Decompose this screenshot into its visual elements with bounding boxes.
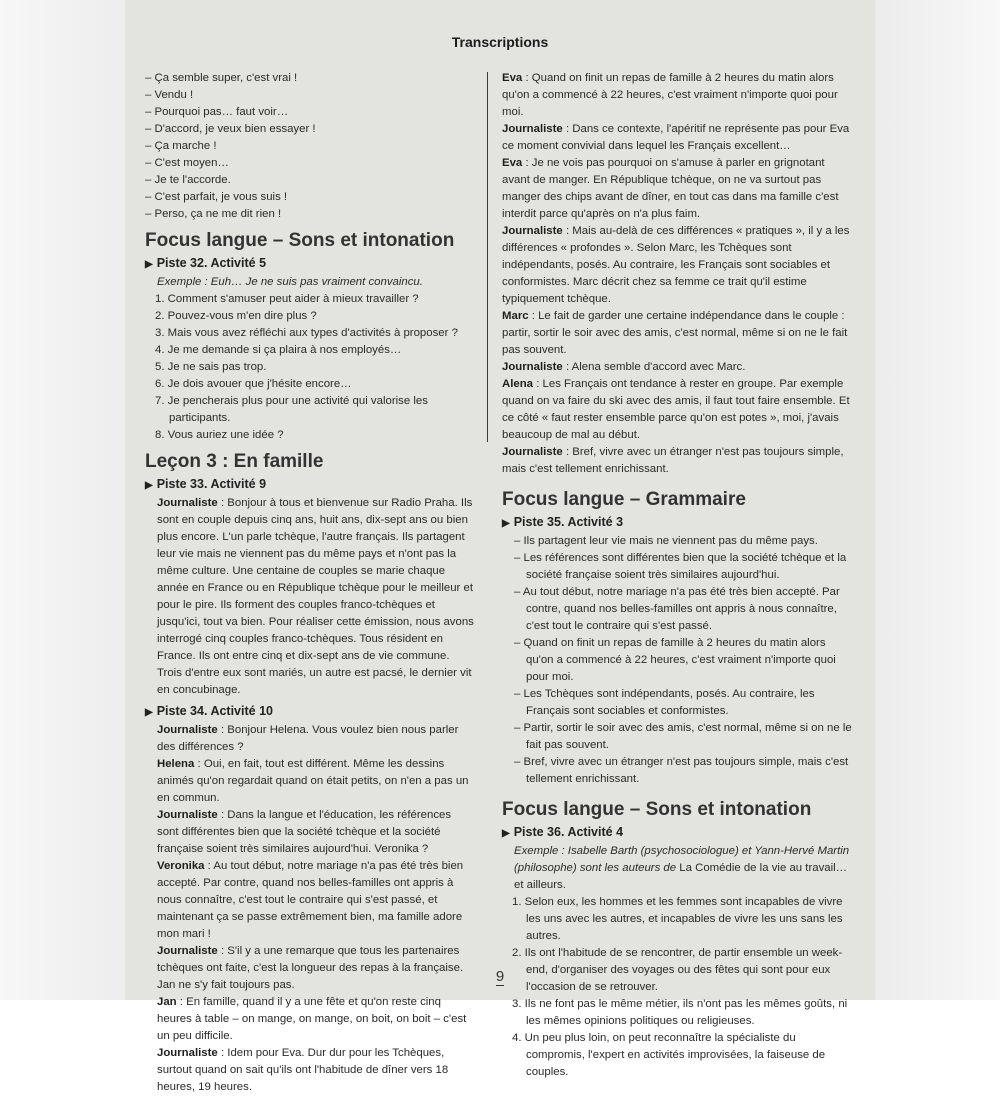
- numbered-item: 2. Ils ont l'habitude de se rencontrer, de partir ensemble un week-end, d'organiser des voyages ou des fêtes qui sont pour eux l'occasion de se retrouver.: [512, 947, 843, 993]
- list-item: – Au tout début, notre mariage n'a pas été très bien accepté. Par contre, quand nos belles-familles ont appris à nous connaître, c'est tout le contraire qui s'est passé.: [514, 586, 840, 632]
- list-item: – Je te l'accorde.: [145, 174, 231, 186]
- lesson-heading: Leçon 3 : En famille: [145, 451, 324, 472]
- speaker-name: Jan: [157, 996, 177, 1008]
- speaker-name: Journaliste: [157, 724, 218, 736]
- list-item: – Ça semble super, c'est vrai !: [145, 72, 298, 84]
- speech-text: : Au tout début, notre mariage n'a pas été très bien accepté. Par contre, quand nos belles-familles ont appris à nous connaître, c'est tout le contraire qui s'est passé, et maintenant ça se passe extrêmement bien, ma famille adore mon mari !: [157, 860, 464, 940]
- left-column: [145, 70, 475, 1096]
- list-item: – Quand on finit un repas de famille à 2 heures du matin alors qu'on a commencé à 22 heures, c'est vraiment n'importe quoi pour moi.: [514, 637, 836, 683]
- speaker-name: Journaliste: [502, 361, 563, 373]
- speaker-name: Eva: [502, 157, 523, 169]
- background-right: [875, 0, 1000, 1000]
- speech-text: : Je ne vois pas pourquoi on s'amuse à parler en grignotant avant de manger. En République tchèque, on ne va surtout pas manger des chips avant de dîner, en tout cas dans ma famille c'est interdit parce qu'après on n'a plus faim.: [502, 157, 839, 220]
- dialogue-line: [502, 70, 854, 121]
- dialogue-line: [502, 308, 854, 359]
- numbered-item: 4. Je me demande si ça plaira à nos employés…: [155, 344, 402, 356]
- dialogue-line: [145, 756, 475, 807]
- speaker-name: Journaliste: [502, 123, 563, 135]
- dialogue-line: [145, 858, 475, 943]
- background-left: [0, 0, 125, 1000]
- list-item: – Ils partagent leur vie mais ne viennent pas du même pays.: [514, 535, 818, 547]
- dialogue-line: [145, 495, 475, 699]
- list-item: – Les références sont différentes bien que la société tchèque et la société française soient très similaires aujourd'hui.: [514, 552, 847, 581]
- page-number-text: 9: [495, 968, 505, 985]
- numbered-item: 3. Ils ne font pas le même métier, ils n'ont pas les mêmes goûts, ni les mêmes opinions politiques ou religieuses.: [512, 998, 848, 1027]
- speaker-name: Veronika: [157, 860, 205, 872]
- speech-text: : En famille, quand il y a une fête et qu'on reste cinq heures à table – on mange, on mange, on boit, on boit – c'est un peu difficile.: [157, 996, 467, 1042]
- speaker-name: Marc: [502, 310, 529, 322]
- speech-text: : Le fait de garder une certaine indépendance dans le couple : partir, sortir le soir avec des amis, c'est normal, même si on ne le fait pas souvent.: [502, 310, 848, 356]
- example-line: [502, 843, 854, 894]
- example-line: Exemple : Euh… Je ne suis pas vraiment convaincu.: [157, 276, 423, 288]
- play-triangle-icon: ▶: [145, 707, 153, 718]
- speech-text: : Quand on finit un repas de famille à 2 heures du matin alors qu'on a commencé à 22 heures, c'est vraiment n'importe quoi pour moi.: [502, 72, 838, 118]
- speech-text: : Les Français ont tendance à rester en groupe. Par exemple quand on va faire du ski avec des amis, il faut tout faire ensemble. Et ce côté « faut rester ensemble parce qu'on est potes », moi, j'avais beaucoup de mal au début.: [502, 378, 850, 441]
- list-item: – C'est moyen…: [145, 157, 229, 169]
- track-label: Piste 33. Activité 9: [156, 477, 267, 491]
- speech-text: : Bonjour à tous et bienvenue sur Radio Praha. Ils sont en couple depuis cinq ans, huit ans, dix-sept ans ou bien plus encore. L'un parle tchèque, l'autre français. Ils partagent leur vie mais ne viennent pas du même pays et n'ont pas la même culture. Une centaine de couples se marie chaque année en France ou en République tchèque pour le meilleur et pour le pire. Ils forment des couples franco-tchèques et jusqu'ici, tout va bien. Pour réaliser cette émission, nous avons interrogé cinq couples franco-tchèques. Tous résident en France. Ils ont entre cinq et dix-sept ans de vie commune. Trois d'entre eux sont mariés, un autre est pacsé, le dernier vit en concubinage.: [157, 497, 474, 696]
- track-label: Piste 32. Activité 5: [156, 256, 267, 270]
- example-title: La Comédie de la vie au travail… et ailleurs.: [514, 862, 848, 891]
- dialogue-line: [502, 155, 854, 223]
- speech-text: : Idem pour Eva. Dur dur pour les Tchèques, surtout quand on sait qu'ils ont l'habitude de dîner vers 18 heures, 19 heures.: [157, 1047, 449, 1093]
- numbered-item: 2. Pouvez-vous m'en dire plus ?: [155, 310, 317, 322]
- speech-text: : Mais au-delà de ces différences « pratiques », il y a les différences « profondes ». Selon Marc, les Tchèques sont indépendants, posés. Au contraire, les Français sont sociables et conformistes. Marc décrit chez sa femme ce trait qu'il estime typiquement tchèque.: [502, 225, 850, 305]
- numbered-item: 1. Selon eux, les hommes et les femmes sont incapables de vivre les uns avec les autres, et incapables de vivre les uns sans les autres.: [512, 896, 843, 942]
- numbered-item: 5. Je ne sais pas trop.: [155, 361, 267, 373]
- speech-text: : Oui, en fait, tout est différent. Même les dessins animés qu'on regardait quand on était petits, on n'en a pas un en commun.: [157, 758, 469, 804]
- track-heading: [145, 255, 475, 273]
- list-item: – Perso, ça ne me dit rien !: [145, 208, 282, 220]
- section-heading: Focus langue – Sons et intonation: [502, 799, 812, 820]
- speaker-name: Journaliste: [157, 945, 218, 957]
- play-triangle-icon: ▶: [145, 480, 153, 491]
- track-label: Piste 35. Activité 3: [513, 515, 624, 529]
- list-item: – D'accord, je veux bien essayer !: [145, 123, 316, 135]
- list-item: – Les Tchèques sont indépendants, posés. Au contraire, les Français sont sociables et conformistes.: [514, 688, 815, 717]
- numbered-item: 1. Comment s'amuser peut aider à mieux travailler ?: [155, 293, 419, 305]
- dialogue-line: [145, 807, 475, 858]
- track-heading: [502, 824, 854, 842]
- numbered-item: 7. Je pencherais plus pour une activité qui valorise les participants.: [155, 395, 428, 424]
- speaker-name: Alena: [502, 378, 534, 390]
- speech-text: : Dans la langue et l'éducation, les références sont différentes bien que la société tchèque et la société française soient très similaires aujourd'hui. Veronika ?: [157, 809, 452, 855]
- play-triangle-icon: ▶: [502, 828, 510, 839]
- numbered-item: 6. Je dois avouer que j'hésite encore…: [155, 378, 352, 390]
- speaker-name: Journaliste: [157, 809, 218, 821]
- track-label: Piste 34. Activité 10: [156, 704, 273, 718]
- speaker-name: Eva: [502, 72, 523, 84]
- speaker-name: Journaliste: [157, 497, 218, 509]
- track-heading: [502, 514, 854, 532]
- dialogue-line: [502, 376, 854, 444]
- list-item: – C'est parfait, je vous suis !: [145, 191, 288, 203]
- play-triangle-icon: ▶: [502, 518, 510, 529]
- speaker-name: Journaliste: [502, 225, 563, 237]
- dialogue-line: [145, 994, 475, 1045]
- track-heading: [145, 476, 475, 494]
- section-heading: Focus langue – Grammaire: [502, 489, 746, 510]
- speaker-name: Journaliste: [502, 446, 563, 458]
- speaker-name: Journaliste: [157, 1047, 218, 1059]
- dialogue-line: [145, 1045, 475, 1096]
- speech-text: : Bonjour Helena. Vous voulez bien nous parler des différences ?: [157, 724, 459, 753]
- list-item: – Ça marche !: [145, 140, 217, 152]
- page-header: Transcriptions: [451, 34, 549, 50]
- example-italic: Exemple : Isabelle Barth (psychosociologue) et Yann-Hervé Martin (philosophe) sont les auteurs de: [514, 845, 850, 874]
- list-item: – Pourquoi pas… faut voir…: [145, 106, 289, 118]
- column-divider: [487, 72, 488, 442]
- track-heading: [145, 703, 475, 721]
- play-triangle-icon: ▶: [145, 259, 153, 270]
- right-column: [502, 70, 854, 1081]
- book-page: [125, 0, 875, 1093]
- list-item: – Bref, vivre avec un étranger n'est pas toujours simple, mais c'est tellement enrichissant.: [514, 756, 849, 785]
- speech-text: : Alena semble d'accord avec Marc.: [562, 361, 746, 373]
- speech-text: : Dans ce contexte, l'apéritif ne représente pas pour Eva ce moment convivial dans lequel les Français excellent…: [502, 123, 850, 152]
- dialogue-line: [502, 359, 854, 376]
- section-heading: Focus langue – Sons et intonation: [145, 230, 455, 251]
- speech-text: : S'il y a une remarque que tous les partenaires tchèques ont faite, c'est la longueur des repas à la française. Jan ne s'y fait toujours pas.: [157, 945, 464, 991]
- numbered-item: 8. Vous auriez une idée ?: [155, 429, 284, 441]
- list-item: – Partir, sortir le soir avec des amis, c'est normal, même si on ne le fait pas souvent.: [514, 722, 852, 751]
- track-label: Piste 36. Activité 4: [513, 825, 624, 839]
- dialogue-line: [145, 722, 475, 756]
- page-number: [125, 968, 875, 985]
- speech-text: : Bref, vivre avec un étranger n'est pas toujours simple, mais c'est tellement enrichissant.: [502, 446, 844, 475]
- numbered-item: 4. Un peu plus loin, on peut reconnaître la spécialiste du compromis, l'expert en activités improvisées, la faiseuse de couples.: [512, 1032, 826, 1078]
- list-item: – Vendu !: [145, 89, 194, 101]
- dialogue-line: [502, 121, 854, 155]
- dialogue-line: [502, 444, 854, 478]
- numbered-item: 3. Mais vous avez réfléchi aux types d'activités à proposer ?: [155, 327, 458, 339]
- dialogue-line: [502, 223, 854, 308]
- speaker-name: Helena: [157, 758, 195, 770]
